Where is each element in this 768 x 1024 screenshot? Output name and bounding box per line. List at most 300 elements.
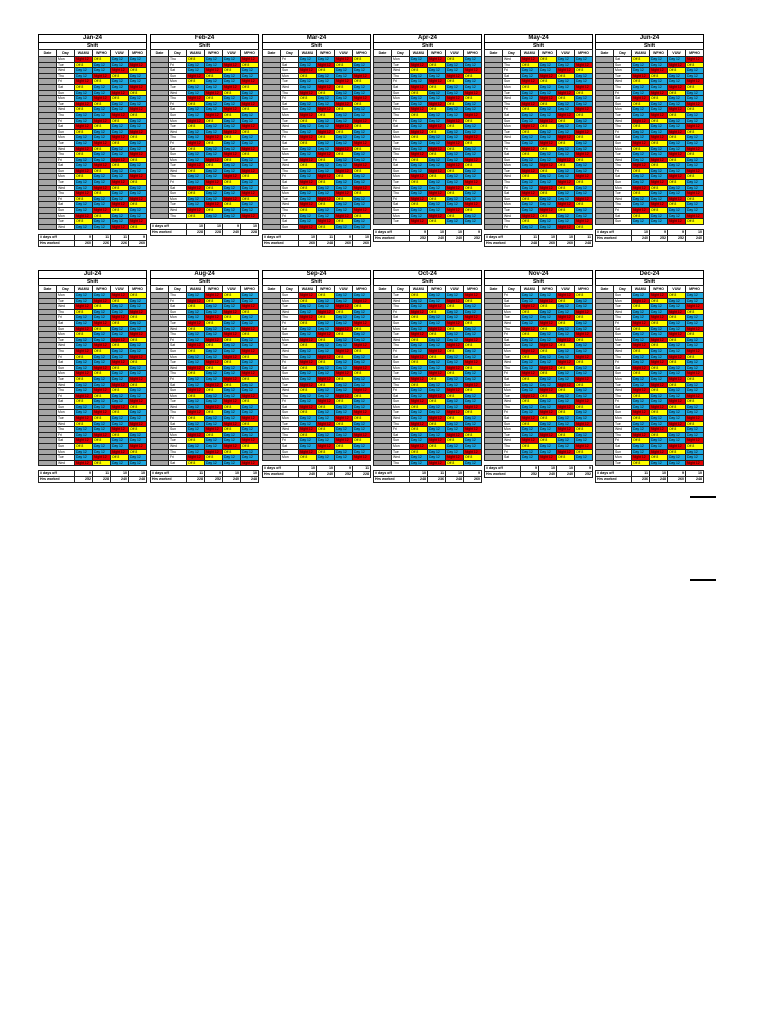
shift-cell[interactable]: Off 8 [335, 62, 353, 68]
shift-cell[interactable]: Day 12 [650, 309, 668, 315]
shift-cell[interactable]: Off 8 [93, 168, 111, 174]
shift-cell[interactable]: Night 12 [223, 152, 241, 158]
shift-cell[interactable]: Off 8 [111, 208, 129, 214]
shift-cell[interactable]: Day 12 [428, 388, 446, 394]
shift-cell[interactable]: Night 12 [93, 163, 111, 169]
shift-cell[interactable]: Night 12 [410, 174, 428, 180]
shift-cell[interactable]: Day 12 [668, 213, 686, 219]
shift-cell[interactable]: Day 12 [521, 163, 539, 169]
shift-cell[interactable]: Off 8 [410, 293, 428, 299]
shift-cell[interactable]: Day 12 [686, 427, 704, 433]
shift-cell[interactable]: Day 12 [557, 196, 575, 202]
shift-cell[interactable]: Day 12 [129, 365, 147, 371]
shift-cell[interactable]: Off 8 [686, 444, 704, 450]
shift-cell[interactable]: Day 12 [129, 304, 147, 310]
shift-cell[interactable]: Night 12 [650, 360, 668, 366]
shift-cell[interactable]: Day 12 [111, 332, 129, 338]
shift-cell[interactable]: Day 12 [129, 348, 147, 354]
shift-cell[interactable]: Day 12 [557, 84, 575, 90]
shift-cell[interactable]: Day 12 [650, 304, 668, 310]
shift-cell[interactable]: Night 12 [129, 219, 147, 225]
shift-cell[interactable]: Day 12 [557, 62, 575, 68]
shift-cell[interactable]: Day 12 [93, 224, 111, 230]
shift-cell[interactable]: Day 12 [575, 455, 593, 461]
shift-cell[interactable]: Off 8 [129, 224, 147, 230]
shift-cell[interactable]: Day 12 [353, 62, 371, 68]
shift-cell[interactable]: Day 12 [129, 185, 147, 191]
shift-cell[interactable]: Day 12 [241, 388, 259, 394]
shift-cell[interactable]: Day 12 [205, 146, 223, 152]
shift-cell[interactable]: Day 12 [335, 365, 353, 371]
shift-cell[interactable]: Off 8 [335, 196, 353, 202]
shift-cell[interactable]: Night 12 [557, 112, 575, 118]
shift-cell[interactable]: Off 8 [575, 157, 593, 163]
shift-cell[interactable]: Night 12 [187, 96, 205, 102]
shift-cell[interactable]: Day 12 [111, 438, 129, 444]
shift-cell[interactable]: Day 12 [575, 320, 593, 326]
shift-cell[interactable]: Night 12 [668, 196, 686, 202]
shift-cell[interactable]: Night 12 [353, 298, 371, 304]
shift-cell[interactable]: Off 8 [575, 135, 593, 141]
shift-cell[interactable]: Night 12 [205, 360, 223, 366]
shift-cell[interactable]: Night 12 [111, 427, 129, 433]
shift-cell[interactable]: Night 12 [317, 399, 335, 405]
shift-cell[interactable]: Day 12 [632, 107, 650, 113]
shift-cell[interactable]: Night 12 [353, 455, 371, 461]
shift-cell[interactable]: Day 12 [205, 84, 223, 90]
shift-cell[interactable]: Day 12 [299, 196, 317, 202]
shift-cell[interactable]: Day 12 [205, 444, 223, 450]
shift-cell[interactable]: Night 12 [410, 376, 428, 382]
shift-cell[interactable]: Day 12 [205, 79, 223, 85]
shift-cell[interactable]: Day 12 [223, 371, 241, 377]
shift-cell[interactable]: Day 12 [241, 96, 259, 102]
shift-cell[interactable]: Day 12 [299, 174, 317, 180]
shift-cell[interactable]: Off 8 [521, 219, 539, 225]
shift-cell[interactable]: Day 12 [241, 140, 259, 146]
shift-cell[interactable]: Day 12 [632, 196, 650, 202]
shift-cell[interactable]: Off 8 [317, 202, 335, 208]
shift-cell[interactable]: Night 12 [650, 180, 668, 186]
shift-cell[interactable]: Off 8 [410, 180, 428, 186]
shift-cell[interactable]: Day 12 [75, 163, 93, 169]
shift-cell[interactable]: Day 12 [410, 124, 428, 130]
shift-cell[interactable]: Day 12 [335, 337, 353, 343]
shift-cell[interactable]: Day 12 [521, 112, 539, 118]
shift-cell[interactable]: Off 8 [668, 180, 686, 186]
shift-cell[interactable]: Night 12 [111, 360, 129, 366]
shift-cell[interactable]: Night 12 [539, 410, 557, 416]
shift-cell[interactable]: Off 8 [410, 112, 428, 118]
shift-cell[interactable]: Off 8 [428, 376, 446, 382]
shift-cell[interactable]: Night 12 [223, 376, 241, 382]
shift-cell[interactable]: Day 12 [686, 208, 704, 214]
shift-cell[interactable]: Day 12 [464, 107, 482, 113]
shift-cell[interactable]: Off 8 [686, 174, 704, 180]
shift-cell[interactable]: Day 12 [317, 348, 335, 354]
shift-cell[interactable]: Night 12 [428, 438, 446, 444]
shift-cell[interactable]: Night 12 [223, 399, 241, 405]
shift-cell[interactable]: Day 12 [241, 208, 259, 214]
shift-cell[interactable]: Day 12 [575, 168, 593, 174]
shift-cell[interactable]: Day 12 [650, 62, 668, 68]
shift-cell[interactable]: Day 12 [241, 404, 259, 410]
shift-cell[interactable]: Day 12 [75, 202, 93, 208]
shift-cell[interactable]: Day 12 [75, 112, 93, 118]
shift-cell[interactable]: Day 12 [521, 343, 539, 349]
shift-cell[interactable]: Day 12 [75, 73, 93, 79]
shift-cell[interactable]: Day 12 [464, 332, 482, 338]
shift-cell[interactable]: Day 12 [93, 399, 111, 405]
shift-cell[interactable]: Night 12 [111, 315, 129, 321]
shift-cell[interactable]: Off 8 [686, 332, 704, 338]
shift-cell[interactable]: Day 12 [317, 388, 335, 394]
shift-cell[interactable]: Day 12 [557, 101, 575, 107]
shift-cell[interactable]: Night 12 [335, 304, 353, 310]
shift-cell[interactable]: Day 12 [650, 219, 668, 225]
shift-cell[interactable]: Day 12 [650, 129, 668, 135]
shift-cell[interactable]: Day 12 [335, 163, 353, 169]
shift-cell[interactable]: Off 8 [317, 315, 335, 321]
shift-cell[interactable]: Day 12 [686, 320, 704, 326]
shift-cell[interactable]: Day 12 [410, 163, 428, 169]
shift-cell[interactable]: Day 12 [129, 455, 147, 461]
shift-cell[interactable]: Day 12 [446, 315, 464, 321]
shift-cell[interactable]: Night 12 [187, 298, 205, 304]
shift-cell[interactable]: Day 12 [464, 101, 482, 107]
shift-cell[interactable]: Off 8 [111, 343, 129, 349]
shift-cell[interactable]: Day 12 [632, 354, 650, 360]
shift-cell[interactable]: Night 12 [75, 213, 93, 219]
shift-cell[interactable]: Off 8 [93, 304, 111, 310]
shift-cell[interactable]: Night 12 [93, 298, 111, 304]
shift-cell[interactable]: Off 8 [539, 326, 557, 332]
shift-cell[interactable]: Day 12 [129, 416, 147, 422]
shift-cell[interactable]: Day 12 [446, 309, 464, 315]
shift-cell[interactable]: Day 12 [410, 410, 428, 416]
shift-cell[interactable]: Day 12 [428, 118, 446, 124]
shift-cell[interactable]: Off 8 [464, 96, 482, 102]
shift-cell[interactable]: Day 12 [353, 84, 371, 90]
shift-cell[interactable]: Off 8 [75, 332, 93, 338]
shift-cell[interactable]: Night 12 [317, 62, 335, 68]
shift-cell[interactable]: Off 8 [557, 73, 575, 79]
shift-cell[interactable]: Day 12 [410, 101, 428, 107]
shift-cell[interactable]: Night 12 [557, 315, 575, 321]
shift-cell[interactable]: Night 12 [353, 320, 371, 326]
shift-cell[interactable]: Night 12 [187, 343, 205, 349]
shift-cell[interactable]: Day 12 [241, 112, 259, 118]
shift-cell[interactable]: Off 8 [575, 427, 593, 433]
shift-cell[interactable]: Off 8 [299, 185, 317, 191]
shift-cell[interactable]: Day 12 [668, 208, 686, 214]
shift-cell[interactable]: Off 8 [428, 354, 446, 360]
shift-cell[interactable]: Day 12 [668, 320, 686, 326]
shift-cell[interactable]: Off 8 [464, 365, 482, 371]
shift-cell[interactable]: Night 12 [539, 96, 557, 102]
shift-cell[interactable]: Off 8 [650, 455, 668, 461]
shift-cell[interactable]: Off 8 [557, 388, 575, 394]
shift-cell[interactable]: Day 12 [223, 410, 241, 416]
shift-cell[interactable]: Day 12 [686, 96, 704, 102]
shift-cell[interactable]: Off 8 [93, 438, 111, 444]
shift-cell[interactable]: Day 12 [187, 152, 205, 158]
shift-cell[interactable]: Day 12 [686, 343, 704, 349]
shift-cell[interactable]: Day 12 [241, 73, 259, 79]
shift-cell[interactable]: Day 12 [241, 180, 259, 186]
shift-cell[interactable]: Day 12 [317, 163, 335, 169]
shift-cell[interactable]: Day 12 [75, 185, 93, 191]
shift-cell[interactable]: Off 8 [317, 180, 335, 186]
shift-cell[interactable]: Day 12 [575, 191, 593, 197]
shift-cell[interactable]: Night 12 [205, 112, 223, 118]
shift-cell[interactable]: Day 12 [428, 382, 446, 388]
shift-cell[interactable]: Off 8 [686, 152, 704, 158]
shift-cell[interactable]: Day 12 [93, 449, 111, 455]
shift-cell[interactable]: Night 12 [317, 152, 335, 158]
shift-cell[interactable]: Day 12 [111, 129, 129, 135]
shift-cell[interactable]: Night 12 [686, 416, 704, 422]
shift-cell[interactable]: Off 8 [668, 157, 686, 163]
shift-cell[interactable]: Day 12 [205, 174, 223, 180]
shift-cell[interactable]: Day 12 [317, 124, 335, 130]
shift-cell[interactable]: Night 12 [668, 107, 686, 113]
shift-cell[interactable]: Off 8 [632, 304, 650, 310]
shift-cell[interactable]: Day 12 [410, 416, 428, 422]
shift-cell[interactable]: Off 8 [668, 360, 686, 366]
shift-cell[interactable]: Day 12 [205, 371, 223, 377]
shift-cell[interactable]: Night 12 [686, 326, 704, 332]
shift-cell[interactable]: Off 8 [317, 404, 335, 410]
shift-cell[interactable]: Day 12 [686, 455, 704, 461]
shift-cell[interactable]: Night 12 [446, 410, 464, 416]
shift-cell[interactable]: Off 8 [464, 388, 482, 394]
shift-cell[interactable]: Night 12 [241, 304, 259, 310]
shift-cell[interactable]: Off 8 [353, 124, 371, 130]
shift-cell[interactable]: Off 8 [299, 96, 317, 102]
shift-cell[interactable]: Night 12 [521, 57, 539, 63]
shift-cell[interactable]: Day 12 [446, 449, 464, 455]
shift-cell[interactable]: Day 12 [650, 191, 668, 197]
shift-cell[interactable]: Night 12 [428, 326, 446, 332]
shift-cell[interactable]: Night 12 [93, 96, 111, 102]
shift-cell[interactable]: Day 12 [187, 84, 205, 90]
shift-cell[interactable]: Night 12 [539, 163, 557, 169]
shift-cell[interactable]: Day 12 [335, 118, 353, 124]
shift-cell[interactable]: Day 12 [539, 180, 557, 186]
shift-cell[interactable]: Night 12 [650, 112, 668, 118]
shift-cell[interactable]: Day 12 [650, 196, 668, 202]
shift-cell[interactable]: Off 8 [187, 57, 205, 63]
shift-cell[interactable]: Day 12 [335, 224, 353, 230]
shift-cell[interactable]: Off 8 [353, 348, 371, 354]
shift-cell[interactable]: Off 8 [187, 416, 205, 422]
shift-cell[interactable]: Night 12 [446, 432, 464, 438]
shift-cell[interactable]: Night 12 [650, 202, 668, 208]
shift-cell[interactable]: Day 12 [317, 298, 335, 304]
shift-cell[interactable]: Day 12 [446, 421, 464, 427]
shift-cell[interactable]: Day 12 [464, 174, 482, 180]
shift-cell[interactable]: Off 8 [93, 348, 111, 354]
shift-cell[interactable]: Day 12 [299, 129, 317, 135]
shift-cell[interactable]: Day 12 [446, 84, 464, 90]
shift-cell[interactable]: Night 12 [353, 388, 371, 394]
shift-cell[interactable]: Day 12 [205, 332, 223, 338]
shift-cell[interactable]: Off 8 [223, 90, 241, 96]
shift-cell[interactable]: Night 12 [446, 73, 464, 79]
shift-cell[interactable]: Day 12 [299, 146, 317, 152]
shift-cell[interactable]: Night 12 [464, 293, 482, 299]
shift-cell[interactable]: Day 12 [299, 354, 317, 360]
shift-cell[interactable]: Day 12 [335, 180, 353, 186]
shift-cell[interactable]: Day 12 [223, 438, 241, 444]
shift-cell[interactable]: Off 8 [428, 309, 446, 315]
shift-cell[interactable]: Day 12 [650, 332, 668, 338]
shift-cell[interactable]: Day 12 [410, 57, 428, 63]
shift-cell[interactable]: Night 12 [111, 90, 129, 96]
shift-cell[interactable]: Day 12 [335, 112, 353, 118]
shift-cell[interactable]: Day 12 [111, 376, 129, 382]
shift-cell[interactable]: Day 12 [464, 213, 482, 219]
shift-cell[interactable]: Off 8 [650, 343, 668, 349]
shift-cell[interactable]: Day 12 [241, 135, 259, 141]
shift-cell[interactable]: Off 8 [632, 146, 650, 152]
shift-cell[interactable]: Day 12 [446, 62, 464, 68]
shift-cell[interactable]: Day 12 [410, 73, 428, 79]
shift-cell[interactable]: Night 12 [650, 427, 668, 433]
shift-cell[interactable]: Day 12 [223, 304, 241, 310]
shift-cell[interactable]: Day 12 [353, 135, 371, 141]
shift-cell[interactable]: Day 12 [129, 168, 147, 174]
shift-cell[interactable]: Off 8 [446, 57, 464, 63]
shift-cell[interactable]: Day 12 [557, 152, 575, 158]
shift-cell[interactable]: Night 12 [223, 107, 241, 113]
shift-cell[interactable]: Day 12 [299, 444, 317, 450]
shift-cell[interactable]: Night 12 [93, 343, 111, 349]
shift-cell[interactable]: Day 12 [93, 404, 111, 410]
shift-cell[interactable]: Off 8 [632, 124, 650, 130]
shift-cell[interactable]: Day 12 [428, 157, 446, 163]
shift-cell[interactable]: Night 12 [632, 208, 650, 214]
shift-cell[interactable]: Day 12 [539, 337, 557, 343]
shift-cell[interactable]: Night 12 [428, 79, 446, 85]
shift-cell[interactable]: Day 12 [75, 180, 93, 186]
shift-cell[interactable]: Day 12 [464, 416, 482, 422]
shift-cell[interactable]: Night 12 [428, 57, 446, 63]
shift-cell[interactable]: Day 12 [111, 79, 129, 85]
shift-cell[interactable]: Night 12 [93, 320, 111, 326]
shift-cell[interactable]: Day 12 [299, 57, 317, 63]
shift-cell[interactable]: Off 8 [464, 432, 482, 438]
shift-cell[interactable]: Night 12 [317, 354, 335, 360]
shift-cell[interactable]: Day 12 [299, 371, 317, 377]
shift-cell[interactable]: Night 12 [129, 421, 147, 427]
shift-cell[interactable]: Day 12 [521, 427, 539, 433]
shift-cell[interactable]: Night 12 [223, 332, 241, 338]
shift-cell[interactable]: Off 8 [299, 73, 317, 79]
shift-cell[interactable]: Day 12 [410, 393, 428, 399]
shift-cell[interactable]: Day 12 [205, 196, 223, 202]
shift-cell[interactable]: Off 8 [205, 118, 223, 124]
shift-cell[interactable]: Day 12 [75, 337, 93, 343]
shift-cell[interactable]: Day 12 [187, 90, 205, 96]
shift-cell[interactable]: Night 12 [241, 79, 259, 85]
shift-cell[interactable]: Off 8 [632, 79, 650, 85]
shift-cell[interactable]: Day 12 [686, 298, 704, 304]
shift-cell[interactable]: Night 12 [539, 208, 557, 214]
shift-cell[interactable]: Night 12 [575, 84, 593, 90]
shift-cell[interactable]: Night 12 [353, 365, 371, 371]
shift-cell[interactable]: Night 12 [686, 79, 704, 85]
shift-cell[interactable]: Off 8 [205, 208, 223, 214]
shift-cell[interactable]: Off 8 [539, 438, 557, 444]
shift-cell[interactable]: Night 12 [686, 438, 704, 444]
shift-cell[interactable]: Off 8 [410, 337, 428, 343]
shift-cell[interactable]: Day 12 [446, 382, 464, 388]
shift-cell[interactable]: Off 8 [539, 79, 557, 85]
shift-cell[interactable]: Off 8 [317, 337, 335, 343]
shift-cell[interactable]: Night 12 [75, 348, 93, 354]
shift-cell[interactable]: Off 8 [686, 84, 704, 90]
shift-cell[interactable]: Night 12 [446, 185, 464, 191]
shift-cell[interactable]: Day 12 [129, 343, 147, 349]
shift-cell[interactable]: Day 12 [557, 79, 575, 85]
shift-cell[interactable]: Night 12 [632, 410, 650, 416]
shift-cell[interactable]: Off 8 [205, 455, 223, 461]
shift-cell[interactable]: Day 12 [539, 315, 557, 321]
shift-cell[interactable]: Day 12 [75, 140, 93, 146]
shift-cell[interactable]: Off 8 [539, 57, 557, 63]
shift-cell[interactable]: Night 12 [187, 208, 205, 214]
shift-cell[interactable]: Day 12 [93, 68, 111, 74]
shift-cell[interactable]: Day 12 [205, 129, 223, 135]
shift-cell[interactable]: Day 12 [129, 410, 147, 416]
shift-cell[interactable]: Night 12 [650, 382, 668, 388]
shift-cell[interactable]: Day 12 [668, 460, 686, 466]
shift-cell[interactable]: Night 12 [241, 371, 259, 377]
shift-cell[interactable]: Night 12 [410, 421, 428, 427]
shift-cell[interactable]: Day 12 [668, 140, 686, 146]
shift-cell[interactable]: Night 12 [111, 157, 129, 163]
shift-cell[interactable]: Day 12 [539, 135, 557, 141]
shift-cell[interactable]: Day 12 [428, 365, 446, 371]
shift-cell[interactable]: Off 8 [335, 152, 353, 158]
shift-cell[interactable]: Off 8 [521, 354, 539, 360]
shift-cell[interactable]: Night 12 [317, 219, 335, 225]
shift-cell[interactable]: Off 8 [317, 112, 335, 118]
shift-cell[interactable]: Day 12 [686, 185, 704, 191]
shift-cell[interactable]: Day 12 [241, 163, 259, 169]
shift-cell[interactable]: Off 8 [75, 309, 93, 315]
shift-cell[interactable]: Night 12 [668, 399, 686, 405]
shift-cell[interactable]: Day 12 [686, 112, 704, 118]
shift-cell[interactable]: Night 12 [111, 135, 129, 141]
shift-cell[interactable]: Night 12 [428, 460, 446, 466]
shift-cell[interactable]: Night 12 [75, 146, 93, 152]
shift-cell[interactable]: Off 8 [410, 449, 428, 455]
shift-cell[interactable]: Day 12 [428, 68, 446, 74]
shift-cell[interactable]: Night 12 [575, 376, 593, 382]
shift-cell[interactable]: Day 12 [464, 376, 482, 382]
shift-cell[interactable]: Off 8 [446, 146, 464, 152]
shift-cell[interactable]: Day 12 [650, 371, 668, 377]
shift-cell[interactable]: Night 12 [299, 404, 317, 410]
shift-cell[interactable]: Night 12 [205, 157, 223, 163]
shift-cell[interactable]: Night 12 [335, 326, 353, 332]
shift-cell[interactable]: Day 12 [668, 118, 686, 124]
shift-cell[interactable]: Day 12 [335, 449, 353, 455]
shift-cell[interactable]: Off 8 [317, 427, 335, 433]
